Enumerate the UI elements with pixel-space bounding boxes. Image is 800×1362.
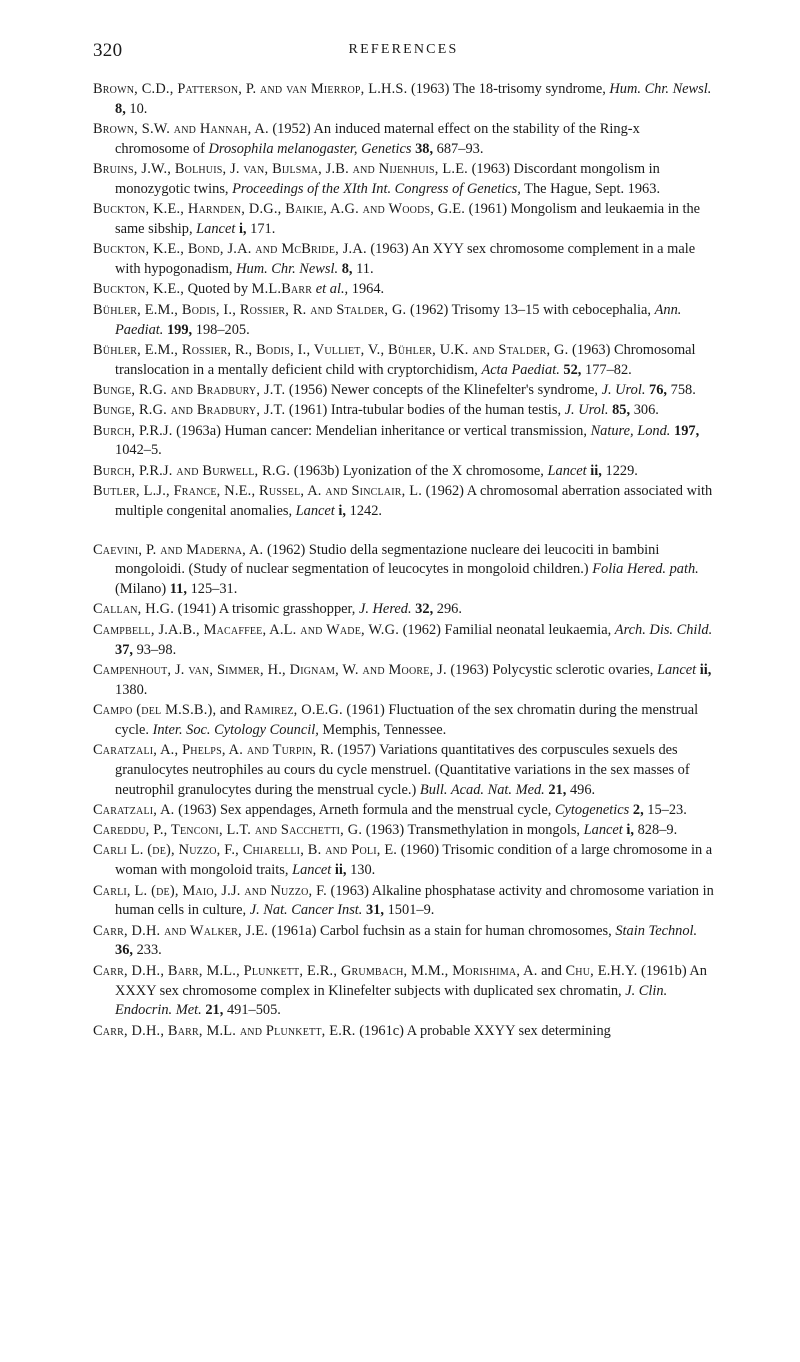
reference-volume: 52, (563, 361, 582, 378)
reference-text: 1380. (115, 681, 148, 698)
reference-source: Lancet (583, 822, 623, 839)
reference-volume: i, (238, 221, 247, 238)
reference-source: Acta Paediat. (481, 361, 560, 378)
reference-entry (93, 80, 714, 120)
reference-text: Memphis, Tennessee. (318, 721, 447, 738)
reference-source: J. Nat. Cancer Inst. (249, 902, 363, 919)
reference-text: 198–205. (192, 321, 250, 338)
reference-authors: Careddu, P., Tenconi, L.T. and Sacchetti, G. (93, 822, 363, 839)
reference-authors: Butler, L.J., France, N.E., Russel, A. and Sinclair, L. (93, 482, 423, 499)
reference-volume: 8, (341, 261, 353, 278)
reference-text: (1963) Discordant mongolism in monozygotic twins, (115, 161, 660, 197)
reference-volume: 36, (115, 942, 133, 959)
reference-text: (Milano) (115, 581, 170, 598)
reference-volume: 21, (548, 781, 567, 798)
reference-entry (93, 462, 714, 482)
reference-text: (1962) A chromosomal aberration associated with multiple congenital anomalies, (115, 482, 713, 519)
reference-volume: 21, (205, 1002, 224, 1019)
reference-source: Drosophila melanogaster, Genetics (208, 140, 412, 157)
reference-source: et al., (315, 281, 349, 298)
reference-text: (1961a) Carbol fuchsin as a stain for human chromosomes, (268, 922, 616, 939)
reference-volume: ii, (590, 462, 602, 479)
reference-text: (1963) Chromosomal translocation in a mentally deficient child with cryptorchidism, (115, 341, 696, 378)
reference-text: (1963) Sex appendages, Arneth formula and the menstrual cycle, (174, 801, 555, 818)
reference-source: Lancet (656, 661, 697, 678)
reference-source: J. Urol. (601, 381, 646, 398)
reference-text: The Hague, Sept. 1963. (520, 180, 661, 197)
reference-authors: Buckton, K.E., Harnden, D.G., Baikie, A.G. and Woods, G.E. (93, 201, 466, 218)
reference-text: 15–23. (643, 801, 687, 818)
reference-source: Arch. Dis. Child. (614, 621, 713, 638)
reference-text: (1962) Studio della segmentazione nucleare dei leucociti in bambini mongoloidi. (Study of nuclear segmentation of leucocytes in mongoloid children.) (115, 541, 660, 578)
reference-entry (93, 882, 714, 922)
reference-authors: Bunge, R.G. and Bradbury, J.T. (93, 381, 286, 398)
reference-text: 10. (125, 100, 148, 117)
reference-entry (93, 962, 714, 1021)
reference-text: 1242. (346, 502, 383, 519)
reference-source: Lancet (295, 502, 335, 519)
reference-source: J. Clin. Endocrin. Met. (115, 982, 668, 1019)
reference-list (93, 80, 714, 1042)
reference-authors: Campenhout, J. van, Simmer, H., Dignam, W. and Moore, J. (93, 661, 447, 678)
reference-text: (1961) Fluctuation of the sex chromatin during the menstrual cycle. (115, 701, 699, 738)
reference-text: 828–9. (634, 822, 678, 839)
reference-volume: 85, (612, 402, 631, 419)
reference-volume: ii, (699, 661, 712, 678)
reference-text: 171. (246, 221, 276, 238)
reference-text: 306. (630, 402, 659, 419)
reference-entry (93, 801, 714, 821)
reference-source: Ann. Paediat. (115, 301, 682, 338)
reference-volume: ii, (334, 862, 347, 879)
reference-entry (93, 741, 714, 800)
reference-source: Cytogenetics (554, 801, 630, 818)
reference-text: 1501–9. (384, 902, 435, 919)
reference-authors: Carli L. (de), Nuzzo, F., Chiarelli, B. and Poli, E. (93, 842, 398, 859)
reference-volume: 37, (115, 641, 133, 658)
reference-authors: Callan, H.G. (93, 601, 175, 618)
reference-volume: 2, (632, 801, 644, 818)
reference-text: 758. (667, 381, 696, 398)
reference-text: (1962) Trisomy 13–15 with cebocephalia, (406, 301, 655, 318)
reference-entry (93, 401, 714, 421)
reference-volume: 199, (166, 321, 193, 338)
reference-entry (93, 701, 714, 741)
reference-text: 130. (346, 862, 376, 879)
reference-text: (1963) The 18-trisomy syndrome, (407, 81, 610, 97)
reference-text: (1956) Newer concepts of the Klinefelter's syndrome, (285, 381, 602, 398)
reference-source: Nature, Lond. (590, 422, 671, 439)
reference-entry (93, 821, 714, 841)
reference-text: 1229. (601, 462, 638, 479)
reference-authors: Ramirez, O.E.G. (244, 701, 343, 718)
reference-volume: 11, (169, 581, 187, 598)
reference-authors: Caevini, P. and Maderna, A. (93, 541, 264, 558)
reference-volume: 76, (649, 381, 668, 398)
reference-text: (1941) A trisomic grasshopper, (174, 601, 359, 618)
reference-entry (93, 240, 714, 280)
reference-entry (93, 841, 714, 881)
reference-entry (93, 661, 714, 701)
reference-entry (93, 280, 714, 300)
reference-text: (1960) Trisomic condition of a large chromosome in a woman with mongoloid traits, (115, 842, 713, 879)
running-head: REFERENCES (348, 42, 459, 57)
reference-volume: 197, (674, 422, 700, 439)
reference-authors: Bunge, R.G. and Bradbury, J.T. (93, 402, 286, 419)
reference-text: 296. (433, 601, 462, 618)
reference-source: Stain Technol. (615, 922, 698, 939)
reference-text: (1963b) Lyonization of the X chromosome, (290, 462, 548, 479)
reference-authors: Carr, D.H., Barr, M.L. and Plunkett, E.R. (93, 1022, 356, 1039)
reference-volume: 31, (366, 902, 385, 919)
reference-text: and (537, 962, 566, 979)
reference-text: (1957) Variations quantitatives des corpuscules sexuels des granulocytes neutrophiles au cours du cycle menstruel. (Quantitative variations in the sex masses of neutrophil granulocytes during the menstrual cycle.) (115, 742, 690, 798)
reference-entry (93, 600, 714, 620)
reference-authors: Carr, D.H., Barr, M.L., Plunkett, E.R., Grumbach, M.M., Morishima, A. (93, 962, 538, 979)
reference-text: (1961b) An XXXY sex chromosome complex in Klinefelter subjects with duplicated sex chromatin, (115, 962, 708, 999)
reference-entry (93, 381, 714, 401)
reference-authors: Burch, P.R.J. and Burwell, R.G. (93, 462, 291, 479)
reference-volume: 32, (415, 601, 434, 618)
reference-source: J. Urol. (564, 402, 609, 419)
reference-text: 93–98. (133, 641, 177, 658)
reference-authors: Bühler, E.M., Bodis, I., Rossier, R. and Stalder, G. (93, 301, 407, 318)
reference-entry (93, 422, 714, 462)
reference-text: 1964. (348, 281, 385, 298)
reference-text: 177–82. (581, 361, 632, 378)
reference-entry (93, 1022, 714, 1042)
reference-text: 11. (352, 261, 374, 278)
reference-source: Lancet (196, 221, 236, 238)
reference-source: Hum. Chr. Newsl. (236, 261, 339, 278)
reference-text: (1961c) A probable XXYY sex determining (355, 1022, 611, 1039)
reference-text: (1963a) Human cancer: Mendelian inheritance or vertical transmission, (172, 422, 591, 439)
page-number: 320 (93, 40, 123, 61)
reference-entry (93, 621, 714, 661)
reference-authors: Buckton, K.E., Bond, J.A. and McBride, J.A. (93, 241, 367, 258)
reference-source: Folia Hered. path. (592, 561, 699, 578)
reference-text: 496. (566, 781, 596, 798)
reference-authors: Bruins, J.W., Bolhuis, J. van, Bijlsma, J.B. and Nijenhuis, L.E. (93, 161, 468, 178)
reference-authors: Buckton, K.E., (93, 281, 185, 298)
reference-text: 687–93. (433, 140, 484, 157)
reference-entry (93, 160, 714, 200)
reference-entry (93, 922, 714, 962)
reference-authors: Campbell, J.A.B., Macaffee, A.L. and Wade, W.G. (93, 621, 399, 638)
reference-volume: i, (338, 502, 347, 519)
reference-text: (1961) Mongolism and leukaemia in the same sibship, (115, 201, 701, 238)
reference-authors: Bühler, E.M., Rossier, R., Bodis, I., Vulliet, V., Bühler, U.K. and Stalder, G. (93, 341, 569, 358)
reference-entry (93, 120, 714, 160)
reference-source: J. Hered. (358, 601, 412, 618)
reference-entry (93, 541, 714, 600)
reference-authors: Caratzali, A. (93, 801, 175, 818)
reference-authors: M.L.Barr (251, 281, 313, 298)
reference-text: (1963) Transmethylation in mongols, (362, 822, 584, 839)
reference-authors: Caratzali, A., Phelps, A. and Turpin, R. (93, 742, 334, 758)
reference-authors: Burch, P.R.J. (93, 422, 173, 439)
reference-source: Lancet (292, 862, 332, 879)
reference-text: and (216, 701, 245, 718)
reference-text: 233. (133, 942, 162, 959)
reference-text: 125–31. (186, 581, 238, 598)
reference-volume: 8, (115, 100, 126, 117)
reference-source: Proceedings of the XIth Int. Congress of Genetics, (232, 180, 521, 197)
reference-source: Lancet (547, 462, 587, 479)
reference-entry (93, 341, 714, 381)
reference-authors: Carr, D.H. and Walker, J.E. (93, 922, 269, 939)
reference-text: 1042–5. (115, 442, 162, 459)
reference-source: Inter. Soc. Cytology Council, (152, 721, 319, 738)
reference-text: (1963) An XYY sex chromosome complement in a male with hypogonadism, (115, 241, 696, 278)
reference-text: (1961) Intra-tubular bodies of the human testis, (285, 402, 565, 419)
reference-source: Hum. Chr. Newsl. (609, 81, 712, 97)
reference-text: 491–505. (223, 1002, 281, 1019)
reference-entry (93, 482, 714, 522)
reference-source: Bull. Acad. Nat. Med. (419, 781, 545, 798)
reference-authors: Campo (del M.S.B.), (93, 701, 217, 718)
reference-volume: i, (626, 822, 635, 839)
reference-authors: Chu, E.H.Y. (565, 962, 638, 979)
reference-text: (1962) Familial neonatal leukaemia, (399, 621, 615, 638)
reference-authors: Carli, L. (de), Maio, J.J. and Nuzzo, F. (93, 882, 327, 899)
reference-text: (1952) An induced maternal effect on the stability of the Ring-x chromosome of (115, 121, 640, 157)
reference-text: (1963) Polycystic sclerotic ovaries, (446, 661, 657, 678)
reference-text: (1963) Alkaline phosphatase activity and chromosome variation in human cells in culture, (115, 882, 714, 919)
reference-text: Quoted by (184, 281, 252, 298)
reference-volume: 38, (415, 140, 434, 157)
reference-entry (93, 200, 714, 240)
reference-authors: Brown, S.W. and Hannah, A. (93, 121, 269, 138)
reference-entry (93, 301, 714, 341)
page-header (93, 40, 714, 66)
reference-authors: Brown, C.D., Patterson, P. and van Mierrop, L.H.S. (93, 81, 408, 97)
